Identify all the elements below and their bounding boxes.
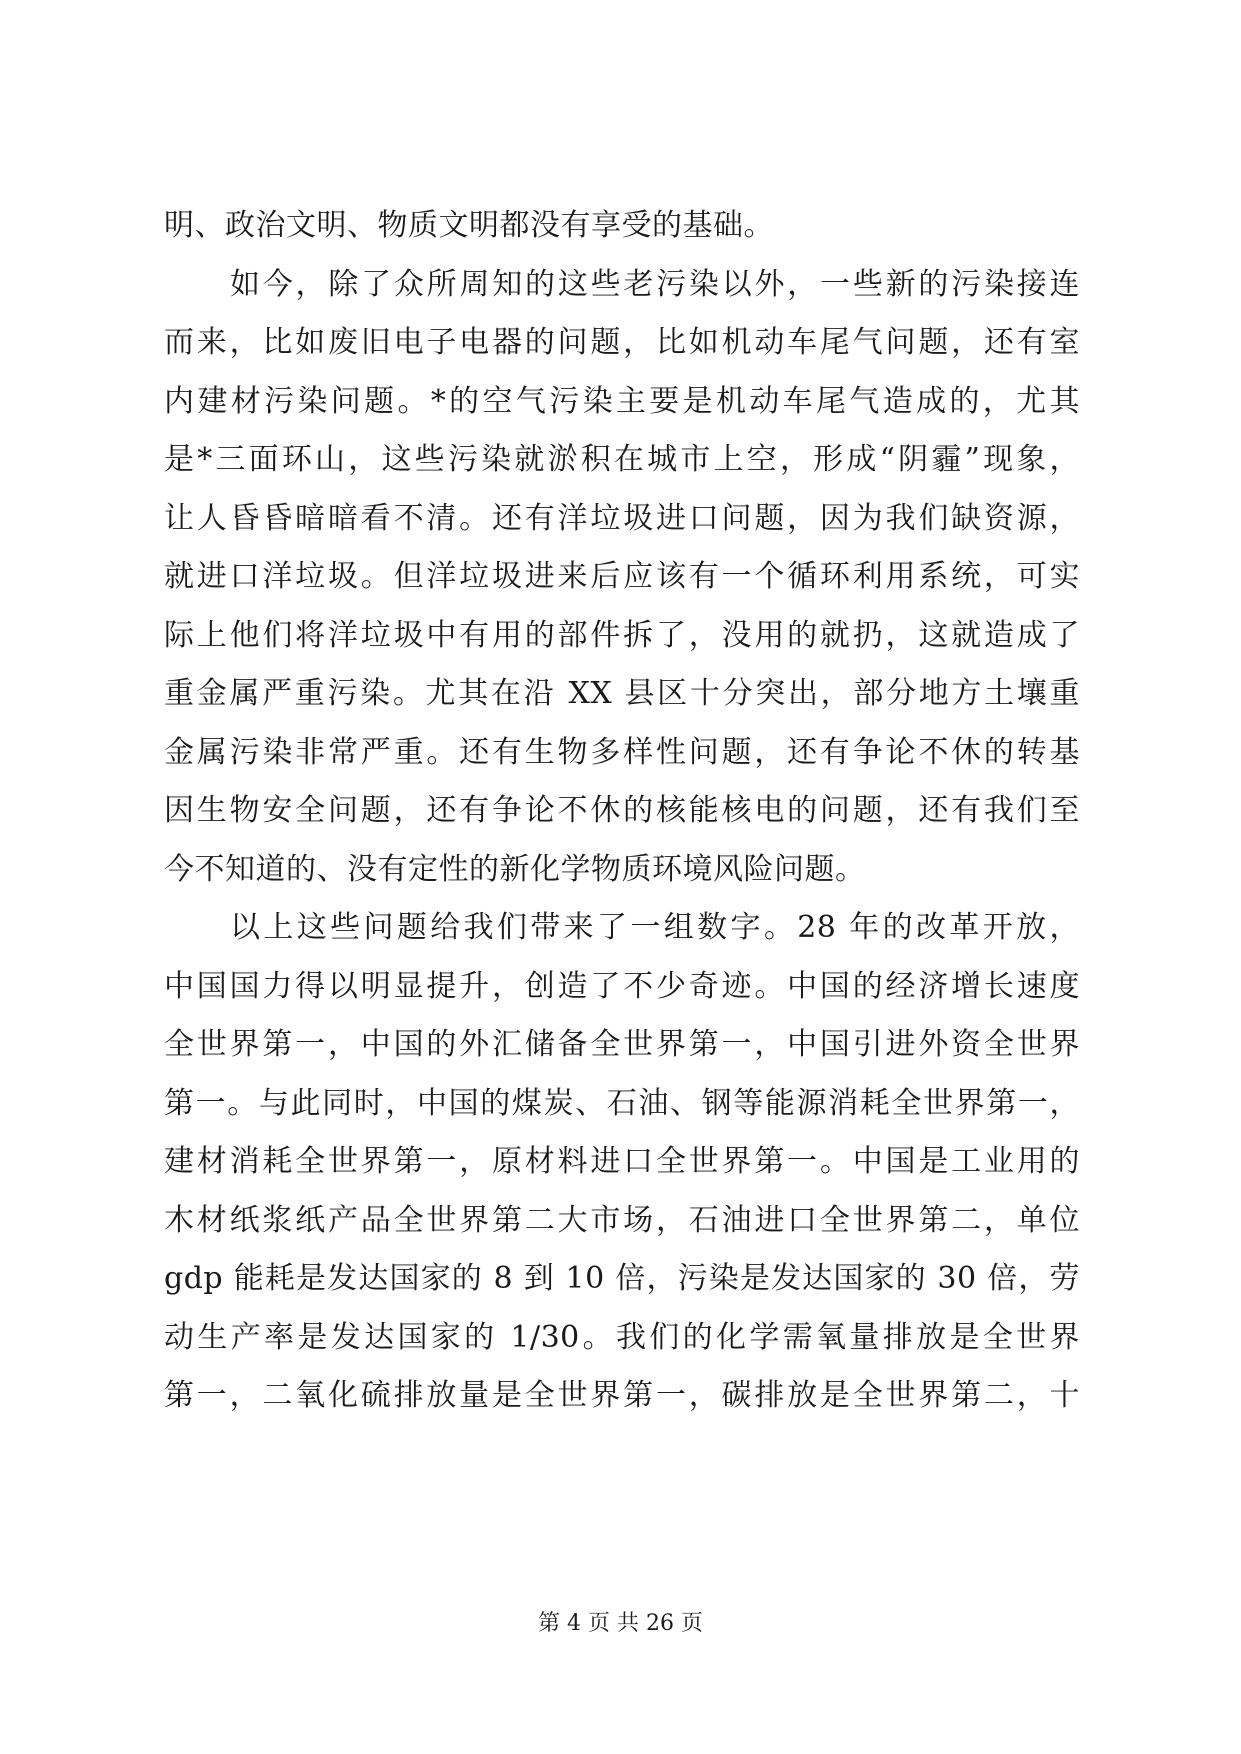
text-line: 明、政治文明、物质文明都没有享受的基础。 xyxy=(164,208,774,243)
text-line: 让人昏昏暗暗看不清。还有洋垃圾进口问题，因为我们缺资源， xyxy=(164,500,1080,536)
page-indicator: 第 4 页 共 26 页 xyxy=(538,1611,703,1636)
text-line: 第一，二氧化硫排放量是全世界第一，碳排放是全世界第二，十 xyxy=(164,1378,1080,1413)
text-line: 就进口洋垃圾。但洋垃圾进来后应该有一个循环利用系统，可实 xyxy=(164,559,1080,594)
text-line: 际上他们将洋垃圾中有用的部件拆了，没用的就扔，这就造成了 xyxy=(164,617,1080,653)
text-line: 如今，除了众所周知的这些老污染以外，一些新的污染接连 xyxy=(230,266,1080,302)
text-line: 以上这些问题给我们带来了一组数字。28 年的改革开放， xyxy=(230,910,1080,945)
text-line: 因生物安全问题，还有争论不休的核能核电的问题，还有我们至 xyxy=(164,793,1080,828)
text-line: 中国国力得以明显提升，创造了不少奇迹。中国的经济增长速度 xyxy=(164,968,1080,1004)
text-line: 重金属严重污染。尤其在沿 XX 县区十分突出，部分地方土壤重 xyxy=(164,676,1080,711)
text-line: 建材消耗全世界第一，原材料进口全世界第一。中国是工业用的 xyxy=(164,1144,1080,1179)
text-line: 动生产率是发达国家的 1/30。我们的化学需氧量排放是全世界 xyxy=(164,1319,1080,1355)
text-line: 是*三面环山，这些污染就淤积在城市上空，形成“阴霾”现象， xyxy=(164,442,1080,477)
text-line: 木材纸浆纸产品全世界第二大市场，石油进口全世界第二，单位 xyxy=(164,1202,1080,1238)
text-line: 全世界第一，中国的外汇储备全世界第一，中国引进外资全世界 xyxy=(164,1027,1080,1062)
text-line: 金属污染非常严重。还有生物多样性问题，还有争论不休的转基 xyxy=(164,734,1080,770)
text-line: 内建材污染问题。*的空气污染主要是机动车尾气造成的，尤其 xyxy=(164,383,1080,419)
page-footer xyxy=(0,1606,1241,1637)
text-line: 而来，比如废旧电子电器的问题，比如机动车尾气问题，还有室 xyxy=(164,325,1080,360)
text-line: 第一。与此同时，中国的煤炭、石油、钢等能源消耗全世界第一， xyxy=(164,1085,1080,1121)
text-line: gdp 能耗是发达国家的 8 到 10 倍，污染是发达国家的 30 倍，劳 xyxy=(164,1261,1080,1296)
body-text xyxy=(164,197,1080,1426)
text-line: 今不知道的、没有定性的新化学物质环境风险问题。 xyxy=(164,851,866,887)
